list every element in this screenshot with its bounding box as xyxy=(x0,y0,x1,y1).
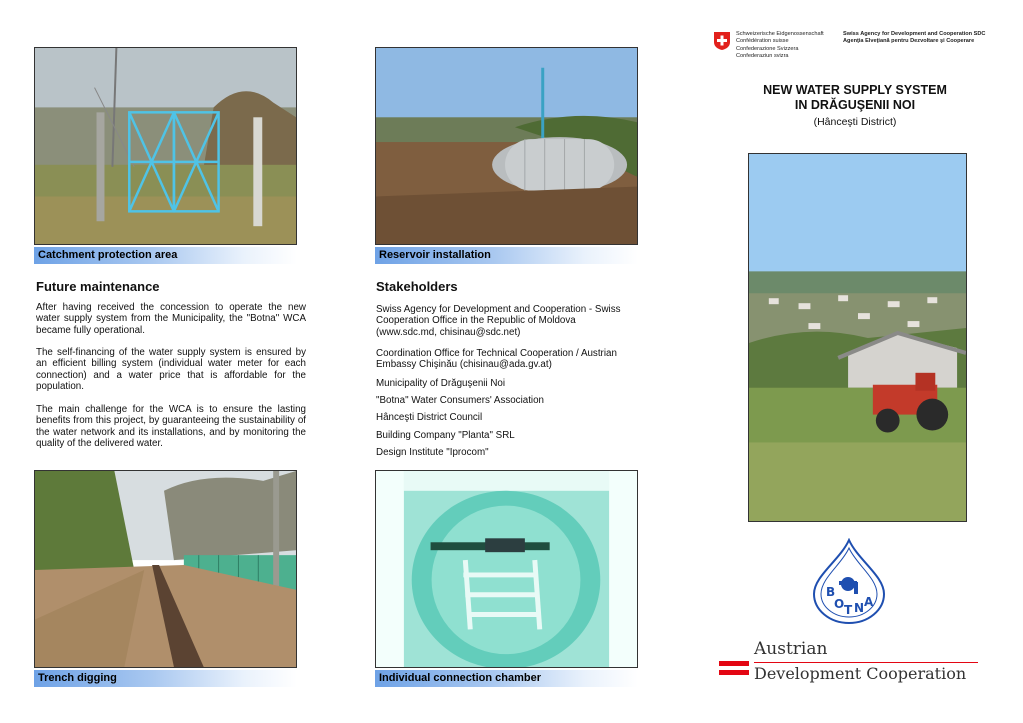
stakeholder-item: Hânceşti District Council xyxy=(376,412,483,423)
title-district: (Hânceşti District) xyxy=(813,116,897,128)
swiss-cross-icon xyxy=(713,31,731,51)
stakeholder-item: Design Institute "Iprocom" xyxy=(376,447,489,458)
reservoir-photo xyxy=(375,47,638,245)
sdc-agency-name: Swiss Agency for Development and Cooperation SDC Agenţia Elveţiană pentru Dezvoltare şi Cooperare xyxy=(843,31,986,45)
botna-letter: O xyxy=(834,597,845,611)
catchment-photo xyxy=(34,47,297,245)
botna-letter: T xyxy=(844,603,853,617)
stakeholder-item: Coordination Office for Technical Cooperation / Austrian Embassy Chişinău (chisinau@ada.gv.at) xyxy=(376,348,617,371)
stakeholder-item: Municipality of Drăguşenii Noi xyxy=(376,378,506,389)
ada-divider xyxy=(754,662,978,663)
future-paragraph: The main challenge for the WCA is to ensure the lasting benefits from this project, by guaranteeing the sustainability of the water network and its installations, and by monitoring the quality of the delivered water. xyxy=(36,404,306,450)
sdc-language-names: Schweizerische Eidgenossenschaft Confédération suisse Confederazione Svizzera Confederaziun svizra xyxy=(736,31,824,60)
stakeholders-heading: Stakeholders xyxy=(376,279,458,294)
village-photo xyxy=(748,153,967,522)
ada-line-2: Development Cooperation xyxy=(754,664,967,683)
botna-letter: B xyxy=(826,585,836,599)
trench-photo xyxy=(34,470,297,668)
future-paragraph: The self-financing of the water supply system is ensured by an efficient billing system (individual water meter for each connection) and a water price that is affordable for the population. xyxy=(36,347,306,393)
botna-letter: N xyxy=(854,601,865,615)
trench-caption: Trench digging xyxy=(34,670,297,687)
stakeholder-item: "Botna" Water Consumers' Association xyxy=(376,395,545,406)
stakeholder-item: Building Company "Planta" SRL xyxy=(376,430,515,441)
title-line-2: IN DRĂGUŞENII NOI xyxy=(794,98,916,112)
austria-flag-icon xyxy=(719,659,749,677)
title-block xyxy=(745,83,965,129)
catchment-caption: Catchment protection area xyxy=(34,247,297,264)
chamber-photo xyxy=(375,470,638,668)
future-paragraph: After having received the concession to operate the new water supply system from the Municipality, the "Botna" WCA became fully operational. xyxy=(36,302,306,336)
title-line-1: NEW WATER SUPPLY SYSTEM xyxy=(763,83,947,97)
botna-logo xyxy=(810,538,888,624)
chamber-caption: Individual connection chamber xyxy=(375,670,638,687)
ada-line-1: Austrian xyxy=(754,639,828,659)
reservoir-caption: Reservoir installation xyxy=(375,247,638,264)
future-heading: Future maintenance xyxy=(36,279,160,294)
botna-letter: A xyxy=(864,595,874,609)
stakeholder-item: Swiss Agency for Development and Cooperation - Swiss Cooperation Office in the Republic of Moldova (www.sdc.md, chisinau@sdc.net) xyxy=(376,304,621,338)
